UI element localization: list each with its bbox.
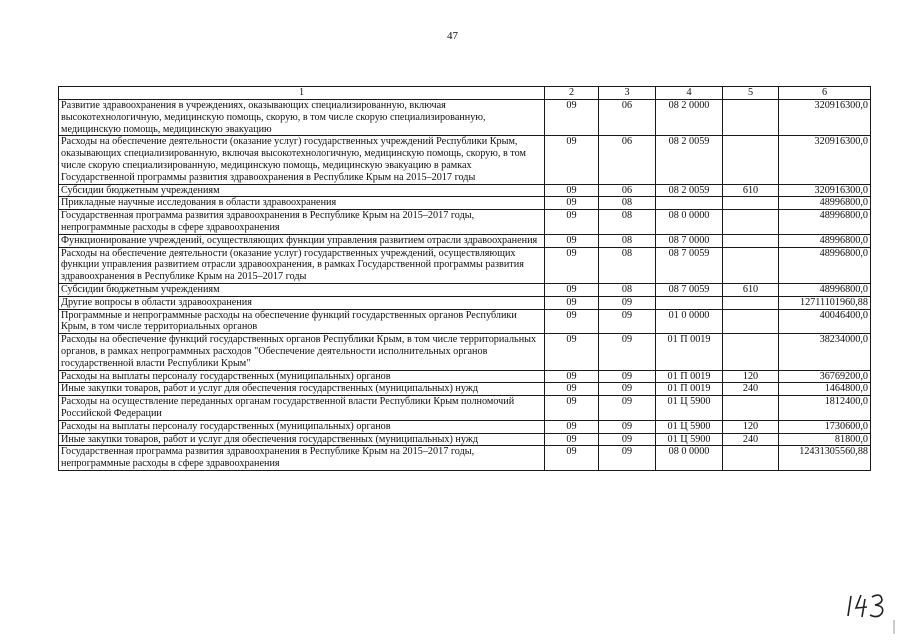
row-section: 09: [545, 309, 599, 334]
table-row: [59, 234, 871, 247]
row-amount: 48996800,0: [779, 197, 871, 210]
row-expense-type: [723, 247, 779, 283]
row-section: 09: [545, 197, 599, 210]
row-target-article: 08 2 0000: [656, 100, 723, 136]
row-subsection: 09: [599, 420, 656, 433]
row-section: 09: [545, 334, 599, 370]
row-target-article: 08 2 0059: [656, 136, 723, 184]
row-subsection: 09: [599, 309, 656, 334]
row-amount: 48996800,0: [779, 234, 871, 247]
row-section: 09: [545, 283, 599, 296]
row-expense-type: [723, 334, 779, 370]
row-target-article: 08 7 0000: [656, 234, 723, 247]
handwritten-page-mark: [845, 590, 895, 620]
row-target-article: 01 0 0000: [656, 309, 723, 334]
row-amount: 1464800,0: [779, 383, 871, 396]
row-amount: 12431305560,88: [779, 446, 871, 471]
row-expense-type: 610: [723, 283, 779, 296]
table-row: [59, 446, 871, 471]
row-expense-type: [723, 234, 779, 247]
row-amount: 320916300,0: [779, 100, 871, 136]
row-target-article: 01 Ц 5900: [656, 420, 723, 433]
row-target-article: [656, 197, 723, 210]
row-section: 09: [545, 210, 599, 235]
row-target-article: 01 Ц 5900: [656, 396, 723, 421]
row-description: Функционирование учреждений, осуществляющих функции управления развитием отрасли здравоохранения: [59, 234, 545, 247]
row-amount: 38234000,0: [779, 334, 871, 370]
row-expense-type: [723, 100, 779, 136]
row-expense-type: 240: [723, 433, 779, 446]
row-expense-type: [723, 210, 779, 235]
table-row: [59, 396, 871, 421]
row-amount: 48996800,0: [779, 210, 871, 235]
row-amount: 81800,0: [779, 433, 871, 446]
table-row: [59, 383, 871, 396]
page-number: 47: [447, 30, 458, 42]
row-amount: 1730600,0: [779, 420, 871, 433]
row-section: 09: [545, 420, 599, 433]
row-target-article: 08 0 0000: [656, 446, 723, 471]
row-target-article: 01 П 0019: [656, 334, 723, 370]
row-subsection: 09: [599, 396, 656, 421]
row-description: Иные закупки товаров, работ и услуг для обеспечения государственных (муниципальных) нужд: [59, 383, 545, 396]
row-expense-type: [723, 446, 779, 471]
row-description: Программные и непрограммные расходы на обеспечение функций государственных органов Республики Крым, в том числе территориальных органов: [59, 309, 545, 334]
row-section: 09: [545, 184, 599, 197]
column-header: 4: [656, 87, 723, 100]
column-header: 1: [59, 87, 545, 100]
row-expense-type: [723, 136, 779, 184]
row-description: Государственная программа развития здравоохранения в Республике Крым на 2015–2017 годы, непрограммные расходы в сфере здравоохранения: [59, 446, 545, 471]
row-description: Субсидии бюджетным учреждениям: [59, 283, 545, 296]
row-subsection: 09: [599, 334, 656, 370]
table-row: [59, 184, 871, 197]
row-subsection: 08: [599, 283, 656, 296]
row-amount: 320916300,0: [779, 136, 871, 184]
row-amount: 1812400,0: [779, 396, 871, 421]
row-target-article: [656, 296, 723, 309]
row-expense-type: [723, 396, 779, 421]
row-section: 09: [545, 383, 599, 396]
row-amount: 48996800,0: [779, 247, 871, 283]
row-description: Прикладные научные исследования в области здравоохранения: [59, 197, 545, 210]
row-description: Расходы на обеспечение функций государственных органов Республики Крым, в том числе территориальных органов, в рамках непрограммных расходов "Обеспечение деятельности исполнительных органов государственной власти Республики Крым": [59, 334, 545, 370]
row-description: Государственная программа развития здравоохранения в Республике Крым на 2015–2017 годы, непрограммные расходы в сфере здравоохранения: [59, 210, 545, 235]
table-row: [59, 433, 871, 446]
row-amount: 320916300,0: [779, 184, 871, 197]
table-row: [59, 420, 871, 433]
row-subsection: 09: [599, 383, 656, 396]
row-amount: 12711101960,88: [779, 296, 871, 309]
budget-table: [58, 86, 871, 471]
row-subsection: 09: [599, 446, 656, 471]
row-expense-type: 610: [723, 184, 779, 197]
header-row: [59, 87, 871, 100]
column-header: 3: [599, 87, 656, 100]
row-expense-type: 120: [723, 420, 779, 433]
row-description: Расходы на осуществление переданных органам государственной власти Республики Крым полномочий Российской Федерации: [59, 396, 545, 421]
row-subsection: 06: [599, 136, 656, 184]
column-header: 6: [779, 87, 871, 100]
row-subsection: 09: [599, 433, 656, 446]
row-subsection: 08: [599, 234, 656, 247]
row-target-article: 01 П 0019: [656, 383, 723, 396]
row-subsection: 06: [599, 184, 656, 197]
row-section: 09: [545, 296, 599, 309]
table-row: [59, 296, 871, 309]
row-amount: 36769200,0: [779, 370, 871, 383]
row-amount: 48996800,0: [779, 283, 871, 296]
row-section: 09: [545, 433, 599, 446]
table-row: [59, 197, 871, 210]
row-description: Иные закупки товаров, работ и услуг для обеспечения государственных (муниципальных) нужд: [59, 433, 545, 446]
row-amount: 40046400,0: [779, 309, 871, 334]
row-expense-type: 240: [723, 383, 779, 396]
row-section: 09: [545, 234, 599, 247]
row-target-article: 08 2 0059: [656, 184, 723, 197]
table-row: [59, 283, 871, 296]
row-section: 09: [545, 247, 599, 283]
row-subsection: 06: [599, 100, 656, 136]
row-target-article: 08 0 0000: [656, 210, 723, 235]
row-target-article: 08 7 0059: [656, 247, 723, 283]
table-row: [59, 210, 871, 235]
row-subsection: 09: [599, 296, 656, 309]
row-expense-type: [723, 197, 779, 210]
row-expense-type: [723, 296, 779, 309]
row-subsection: 08: [599, 210, 656, 235]
column-header: 5: [723, 87, 779, 100]
table-row: [59, 334, 871, 370]
row-description: Развитие здравоохранения в учреждениях, оказывающих специализированную, включая высокотехнологичную, медицинскую помощь, скорую, в том числе скорую специализированную, медицинскую помощь, медицинскую эвакуацию: [59, 100, 545, 136]
row-target-article: 08 7 0059: [656, 283, 723, 296]
table-row: [59, 247, 871, 283]
row-expense-type: [723, 309, 779, 334]
row-description: Расходы на выплаты персоналу государственных (муниципальных) органов: [59, 370, 545, 383]
row-section: 09: [545, 136, 599, 184]
row-description: Субсидии бюджетным учреждениям: [59, 184, 545, 197]
row-target-article: 01 П 0019: [656, 370, 723, 383]
row-description: Расходы на обеспечение деятельности (оказание услуг) государственных учреждений Республики Крым, оказывающих специализированную, включая высокотехнологичную, медицинскую помощь, скорую, в том числе скорую специализированную, медицинскую помощь, медицинскую эвакуацию в рамках Государственной программы развития здравоохранения в Республике Крым на 2015–2017 годы: [59, 136, 545, 184]
table-row: [59, 370, 871, 383]
scan-edge-mark: [893, 620, 895, 634]
row-expense-type: 120: [723, 370, 779, 383]
row-subsection: 08: [599, 247, 656, 283]
row-section: 09: [545, 100, 599, 136]
row-section: 09: [545, 446, 599, 471]
table-row: [59, 309, 871, 334]
row-description: Расходы на выплаты персоналу государственных (муниципальных) органов: [59, 420, 545, 433]
row-section: 09: [545, 370, 599, 383]
row-description: Другие вопросы в области здравоохранения: [59, 296, 545, 309]
row-section: 09: [545, 396, 599, 421]
row-description: Расходы на обеспечение деятельности (оказание услуг) государственных учреждений, осуществляющих функции управления развитием отрасли здравоохранения, в рамках Государственной программы развития здравоохранения в Республике Крым на 2015–2017 годы: [59, 247, 545, 283]
table-row: [59, 136, 871, 184]
column-header: 2: [545, 87, 599, 100]
row-subsection: 08: [599, 197, 656, 210]
row-target-article: 01 Ц 5900: [656, 433, 723, 446]
table-row: [59, 100, 871, 136]
row-subsection: 09: [599, 370, 656, 383]
